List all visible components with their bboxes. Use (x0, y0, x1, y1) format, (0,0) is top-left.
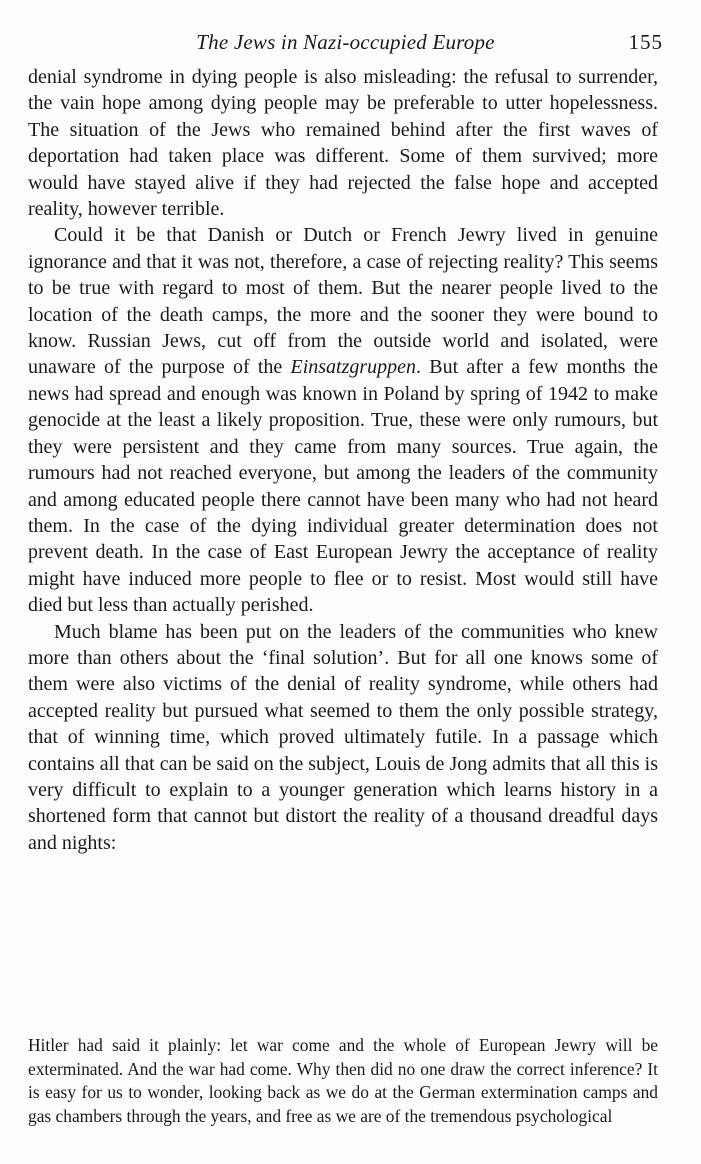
page-number: 155 (628, 30, 663, 54)
paragraph-continuation: denial syndrome in dying people is also misleading: the refusal to surrender, the vain hope among dying people may be preferable to utter hopelessness. The situation of the Jews who remained behind after the first waves of deportation had taken place was different. Some of them survived; more would have stayed alive if they had rejected the false hope and accepted reality, however terrible. (28, 66, 658, 221)
paragraph-community-leaders: Much blame has been put on the leaders of the communities who knew more than others about the ‘final solution’. But for all one knows some of them were also victims of the denial of reality syndrome, while others had accepted reality but pursued what seemed to them the only possible strategy, that of winning time, which proved ultimately futile. In a passage which contains all that can be said on the subject, Louis de Jong admits that all this is very difficult to explain to a younger generation which learns history in a shortened form that cannot but distort the reality of a thousand dreadful days and nights: (28, 620, 658, 854)
paragraph-danish-dutch-french (28, 222, 658, 618)
block-quote: Hitler had said it plainly: let war come and the whole of European Jewry will be exterminated. And the war had come. Why then did no one draw the correct inference? It is easy for us to wonder, looking back as we do at the German extermination camps and gas chambers through the years, and free as we are of the tremendous psychological (28, 1035, 658, 1126)
emphasis-einsatzgruppen: Einsatzgruppen (290, 356, 417, 379)
running-title: The Jews in Nazi-occupied Europe (196, 30, 495, 54)
running-head (28, 30, 663, 58)
body-text (28, 64, 658, 856)
paragraph-text-part: Could it be that Danish or Dutch or French Jewry lived in genuine ignorance and that it was not, therefore, a case of rejecting reality? This seems to be true with regard to most of them. But the nearer people lived to the location of the death camps, the more and the sooner they were bound to know. Russian Jews, cut off from the outside world and isolated, were unaware of the purpose of the (28, 224, 658, 379)
paragraph-text-part: . But after a few months the news had spread and enough was known in Poland by spring of 1942 to make genocide at the least a likely proposition. True, these were only rumours, but they were persistent and they came from many sources. True again, the rumours had not reached everyone, but among the leaders of the community and among educated people there cannot have been many who had not heard them. In the case of the dying individual greater determination does not prevent death. In the case of East European Jewry the acceptance of reality might have induced more people to flee or to resist. Most would still have died but less than actually perished. (28, 356, 658, 617)
